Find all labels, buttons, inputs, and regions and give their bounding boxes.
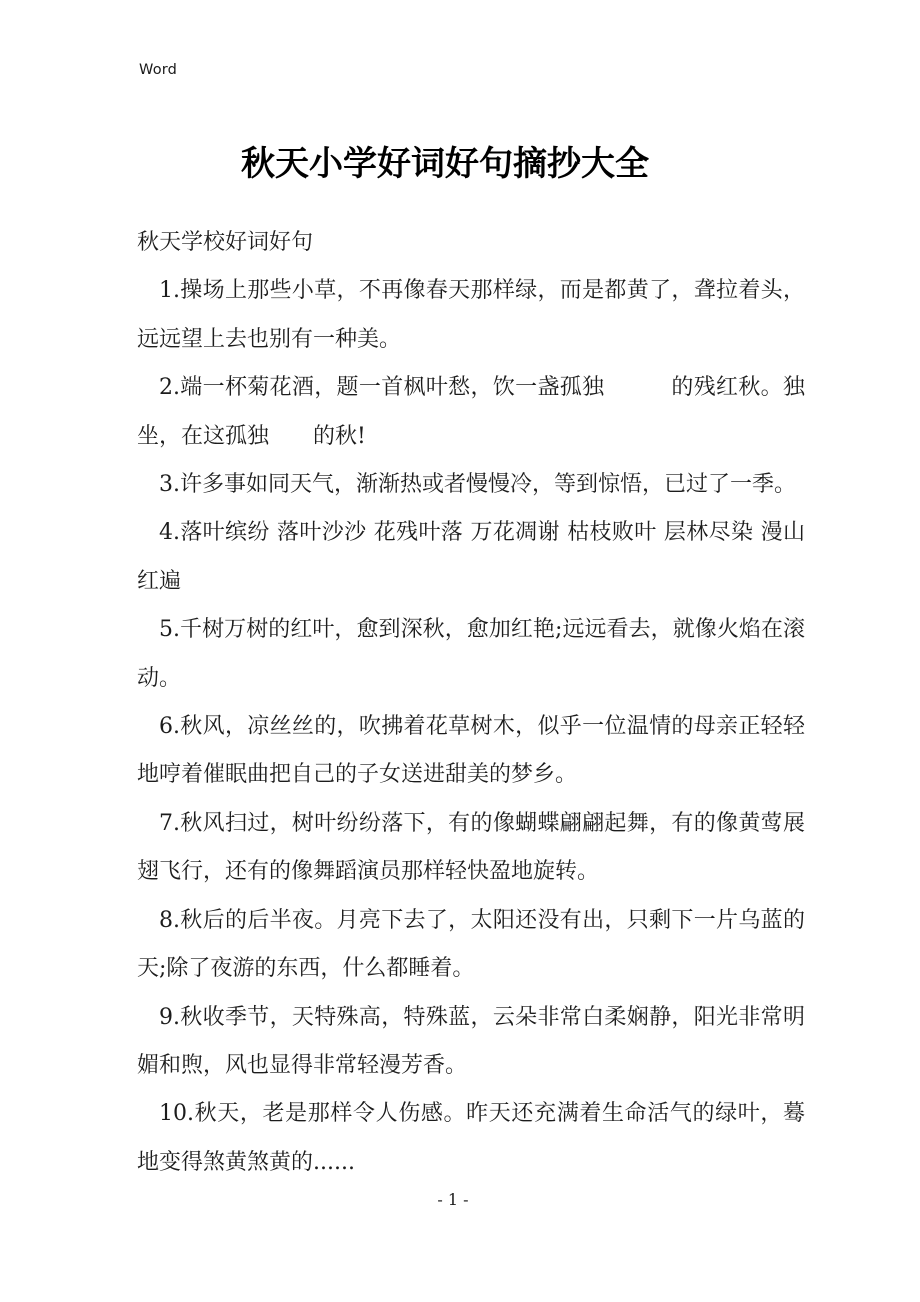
sentence-item-2: 2.端一杯菊花酒，题一首枫叶愁，饮一盏孤独 的残红秋。独坐，在这孤独 的秋! [137,375,805,449]
page-number: - 1 - [437,1190,469,1209]
document-body [137,219,805,1187]
sentence-item-7: 7.秋风扫过，树叶纷纷落下，有的像蝴蝶翩翩起舞，有的像黄莺展翅飞行，还有的像舞蹈演员那样轻快盈地旋转。 [137,810,805,885]
sentence-item-6: 6.秋风，凉丝丝的，吹拂着花草树木，似乎一位温情的母亲正轻轻地哼着催眠曲把自己的子女送进甜美的梦乡。 [137,714,805,788]
intro-line: 秋天学校好词好句 [137,230,314,255]
sentence-item-10: 10.秋天，老是那样令人伤感。昨天还充满着生命活气的绿叶，蓦地变得煞黄煞黄的...... [137,1101,805,1175]
word-watermark: Word [139,62,178,78]
sentence-item-4: 4.落叶缤纷 落叶沙沙 花残叶落 万花凋谢 枯枝败叶 层林尽染 漫山红遍 [137,520,805,594]
sentence-item-3: 3.许多事如同天气，渐渐热或者慢慢冷，等到惊悟，已过了一季。 [159,472,796,498]
document-title: 秋天小学好词好句摘抄大全 [241,144,649,184]
sentence-item-1: 1.操场上那些小草，不再像春天那样绿，而是都黄了，聋拉着头，远远望上去也别有一种美。 [137,278,805,352]
sentence-item-9: 9.秋收季节，天特殊高，特殊蓝，云朵非常白柔娴静，阳光非常明媚和煦，风也显得非常轻漫芳香。 [137,1004,805,1078]
sentence-item-5: 5.千树万树的红叶，愈到深秋，愈加红艳;远远看去，就像火焰在滚动。 [137,617,805,691]
sentence-item-8: 8.秋后的后半夜。月亮下去了，太阳还没有出，只剩下一片乌蓝的天;除了夜游的东西，什么都睡着。 [137,907,805,982]
